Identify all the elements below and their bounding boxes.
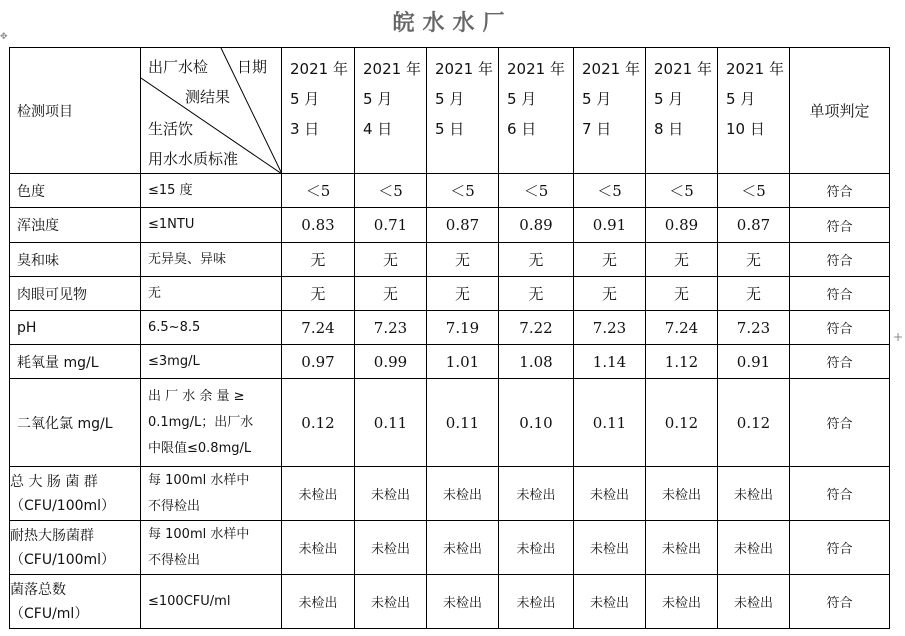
page-title: 皖水水厂 xyxy=(392,11,513,36)
table-row xyxy=(10,208,890,243)
table-row xyxy=(10,467,890,521)
water-quality-table-container xyxy=(9,47,890,629)
row-value-cell: 0.12 xyxy=(646,379,718,467)
table-row xyxy=(10,311,890,345)
row-value-cell: 未检出 xyxy=(355,521,427,575)
header-corner-cell xyxy=(141,48,282,174)
add-row-icon[interactable]: + xyxy=(893,330,904,344)
row-value-cell: 未检出 xyxy=(499,521,574,575)
row-value-cell: 未检出 xyxy=(282,575,355,629)
row-judgement: 符合 xyxy=(790,208,890,243)
date-cell: 2021 年 5 月 7 日 xyxy=(574,48,646,174)
row-value-cell: 0.87 xyxy=(718,208,790,243)
row-standard: ≤3mg/L xyxy=(141,345,282,379)
row-value-cell: 0.12 xyxy=(282,379,355,467)
row-standard: 无 xyxy=(141,277,282,311)
row-value-cell: 无 xyxy=(646,277,718,311)
corner-result-line1: 出厂水检 xyxy=(148,58,209,76)
corner-result-line2: 测结果 xyxy=(185,88,231,106)
corner-standard-line1: 生活饮 xyxy=(148,120,194,138)
date-cell: 2021 年 5 月 3 日 xyxy=(282,48,355,174)
row-value-cell: 1.01 xyxy=(427,345,499,379)
table-row xyxy=(10,575,890,629)
row-value-cell: 0.10 xyxy=(499,379,574,467)
move-handle-icon[interactable]: ✥ xyxy=(0,32,8,42)
row-value-cell: 0.89 xyxy=(499,208,574,243)
header-item-label: 检测项目 xyxy=(10,48,141,174)
row-value-cell: ＜5 xyxy=(574,174,646,208)
row-item-name: 总 大 肠 菌 群 （CFU/100ml） xyxy=(10,467,141,521)
row-judgement: 符合 xyxy=(790,277,890,311)
water-quality-table xyxy=(9,47,890,629)
row-value-cell: 0.12 xyxy=(718,379,790,467)
row-value-cell: 未检出 xyxy=(574,467,646,521)
row-value-cell: 0.71 xyxy=(355,208,427,243)
row-standard: 每 100ml 水样中 不得检出 xyxy=(141,467,282,521)
row-value-cell: 1.14 xyxy=(574,345,646,379)
row-value-cell: ＜5 xyxy=(718,174,790,208)
row-value-cell: 无 xyxy=(646,243,718,277)
header-judge-label: 单项判定 xyxy=(790,48,890,174)
row-judgement: 符合 xyxy=(790,174,890,208)
date-cell: 2021 年 5 月 5 日 xyxy=(427,48,499,174)
row-value-cell: 0.97 xyxy=(282,345,355,379)
table-row xyxy=(10,277,890,311)
row-value-cell: ＜5 xyxy=(427,174,499,208)
row-value-cell: 未检出 xyxy=(574,521,646,575)
row-value-cell: ＜5 xyxy=(499,174,574,208)
row-value-cell: 无 xyxy=(427,243,499,277)
table-header-row xyxy=(10,48,890,174)
row-item-name: 肉眼可见物 xyxy=(10,277,141,311)
row-value-cell: 无 xyxy=(427,277,499,311)
table-row xyxy=(10,243,890,277)
row-value-cell: 未检出 xyxy=(646,575,718,629)
row-value-cell: 0.87 xyxy=(427,208,499,243)
row-value-cell: ＜5 xyxy=(355,174,427,208)
row-value-cell: 未检出 xyxy=(646,521,718,575)
row-value-cell: 7.24 xyxy=(282,311,355,345)
row-value-cell: 7.23 xyxy=(355,311,427,345)
table-row xyxy=(10,379,890,467)
row-value-cell: 无 xyxy=(574,243,646,277)
row-judgement: 符合 xyxy=(790,467,890,521)
row-value-cell: 0.11 xyxy=(427,379,499,467)
table-row xyxy=(10,174,890,208)
row-item-name: 浑浊度 xyxy=(10,208,141,243)
row-standard: ≤100CFU/ml xyxy=(141,575,282,629)
row-value-cell: 无 xyxy=(574,277,646,311)
row-value-cell: 无 xyxy=(718,243,790,277)
table-row xyxy=(10,521,890,575)
row-value-cell: 0.91 xyxy=(718,345,790,379)
row-value-cell: 7.24 xyxy=(646,311,718,345)
row-standard: ≤1NTU xyxy=(141,208,282,243)
row-value-cell: 无 xyxy=(355,243,427,277)
row-value-cell: 未检出 xyxy=(282,467,355,521)
row-judgement: 符合 xyxy=(790,311,890,345)
row-value-cell: 1.08 xyxy=(499,345,574,379)
date-cell: 2021 年 5 月 8 日 xyxy=(646,48,718,174)
row-standard: 6.5~8.5 xyxy=(141,311,282,345)
row-item-name: 色度 xyxy=(10,174,141,208)
row-item-name: 二氧化氯 mg/L xyxy=(10,379,141,467)
row-value-cell: 7.23 xyxy=(574,311,646,345)
row-value-cell: 无 xyxy=(355,277,427,311)
row-value-cell: 未检出 xyxy=(427,575,499,629)
row-value-cell: 7.19 xyxy=(427,311,499,345)
row-value-cell: 0.83 xyxy=(282,208,355,243)
row-value-cell: 0.11 xyxy=(355,379,427,467)
row-judgement: 符合 xyxy=(790,575,890,629)
row-value-cell: 未检出 xyxy=(718,467,790,521)
row-value-cell: 0.99 xyxy=(355,345,427,379)
table-row xyxy=(10,345,890,379)
row-value-cell: 未检出 xyxy=(355,467,427,521)
row-value-cell: 未检出 xyxy=(718,521,790,575)
row-judgement: 符合 xyxy=(790,243,890,277)
row-item-name: 臭和味 xyxy=(10,243,141,277)
row-value-cell: 无 xyxy=(499,243,574,277)
row-value-cell: 0.91 xyxy=(574,208,646,243)
row-item-name: 耐热大肠菌群 （CFU/100ml） xyxy=(10,521,141,575)
row-value-cell: 无 xyxy=(282,277,355,311)
row-value-cell: 未检出 xyxy=(574,575,646,629)
row-value-cell: 未检出 xyxy=(646,467,718,521)
row-value-cell: 未检出 xyxy=(499,575,574,629)
row-value-cell: 未检出 xyxy=(355,575,427,629)
row-value-cell: 0.89 xyxy=(646,208,718,243)
row-standard: 无异臭、异味 xyxy=(141,243,282,277)
row-value-cell: 未检出 xyxy=(718,575,790,629)
date-cell: 2021 年 5 月 6 日 xyxy=(499,48,574,174)
row-standard: 每 100ml 水样中 不得检出 xyxy=(141,521,282,575)
row-value-cell: 0.11 xyxy=(574,379,646,467)
row-value-cell: 未检出 xyxy=(427,521,499,575)
row-value-cell: 无 xyxy=(499,277,574,311)
row-judgement: 符合 xyxy=(790,521,890,575)
row-judgement: 符合 xyxy=(790,379,890,467)
row-value-cell: 未检出 xyxy=(499,467,574,521)
date-cell: 2021 年 5 月 10 日 xyxy=(718,48,790,174)
row-value-cell: 1.12 xyxy=(646,345,718,379)
row-value-cell: ＜5 xyxy=(646,174,718,208)
row-item-name: pH xyxy=(10,311,141,345)
row-value-cell: 7.22 xyxy=(499,311,574,345)
row-value-cell: 未检出 xyxy=(282,521,355,575)
date-cell: 2021 年 5 月 4 日 xyxy=(355,48,427,174)
row-standard: ≤15 度 xyxy=(141,174,282,208)
row-value-cell: ＜5 xyxy=(282,174,355,208)
row-value-cell: 7.23 xyxy=(718,311,790,345)
corner-standard-line2: 用水水质标准 xyxy=(148,150,239,168)
row-judgement: 符合 xyxy=(790,345,890,379)
corner-date-label: 日期 xyxy=(237,58,268,76)
row-item-name: 耗氧量 mg/L xyxy=(10,345,141,379)
row-item-name: 菌落总数 （CFU/ml） xyxy=(10,575,141,629)
row-standard: 出 厂 水 余 量 ≥ 0.1mg/L；出厂水 中限值≤0.8mg/L xyxy=(141,379,282,467)
row-value-cell: 未检出 xyxy=(427,467,499,521)
row-value-cell: 无 xyxy=(718,277,790,311)
row-value-cell: 无 xyxy=(282,243,355,277)
